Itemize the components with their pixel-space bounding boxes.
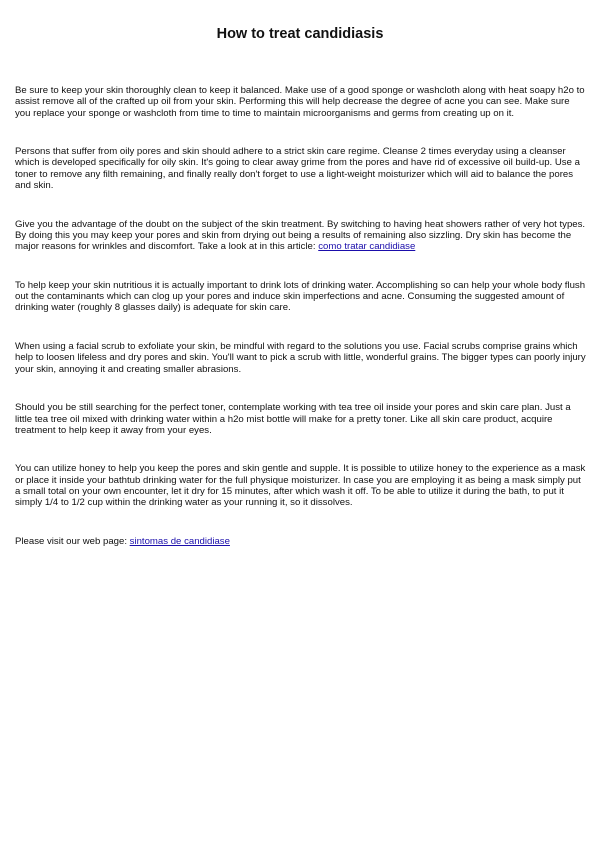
paragraph-8-text: Please visit our web page: [15,535,130,547]
paragraph-7-text: You can utilize honey to help you keep the pores and skin gentle and supple. It is possible to utilize honey to the experience as a mask or place it inside your bathtub drinking water for the full physique moisturizer. In case you are employing it as being a mask simply put a small total on your own encounter, let it dry for 15 minutes, after which wash it off. To be able to utilize it during the bath, to put it simply 1/4 to 1/2 cup within the drinking water as your running it, so it dissolves. [15,463,586,509]
paragraph-1-text: Be sure to keep your skin thoroughly clean to keep it balanced. Make use of a good sponge or washcloth along with heat soapy h2o to assist remove all of the crafted up oil from your skin. Performing this will help decrease the degree of acne you can see. Make sure you replace your sponge or washcloth from time to time to maintain microorganisms and germs from creating up on it. [15,85,585,119]
paragraph-6-text: Should you be still searching for the perfect toner, contemplate working with tea tree oil inside your pores and skin care plan. Just a little tea tree oil mixed with drinking water within a h2o mist bottle will make for a pretty toner. Like all skin care product, acquire treatment to help keep it away from your eyes. [15,402,571,436]
paragraph-8 [15,536,587,547]
sintomas-de-candidiase-link[interactable]: sintomas de candidiase [129,535,230,547]
paragraph-3-text: Give you the advantage of the doubt on the subject of the skin treatment. By switching to having heat showers rather of very hot types. By doing this you may keep your pores and skin from drying out being a results of remaining also sizzling. Dry skin has become the major reasons for wrinkles and discomfort. Take a look at in this article: [15,218,586,253]
paragraph-2 [15,146,587,191]
page-title: How to treat candidiasis [216,26,384,42]
como-tratar-candidiase-link[interactable]: como tratar candidiase [318,241,416,253]
paragraph-5 [15,341,587,375]
paragraph-2-text: Persons that suffer from oily pores and skin should adhere to a strict skin care regime. Cleanse 2 times everyday using a cleanser which is developed specifically for oily skin. It's going to clear away grime from the pores and have rid of excessive oil build-up. Use a toner to remove any filth remaining, and finally really don't forget to use a light-weight moisturizer which will aid to balance the pores and skin. [15,146,580,192]
paragraph-4-text: To help keep your skin nutritious it is actually important to drink lots of drinking water. Accomplishing so can help your whole body flush out the contaminants which can clog up your pores and induce skin imperfections and acne. Consuming the suggested amount of drinking water (roughly 8 glasses daily) is adequate for skin care. [15,279,586,314]
paragraph-6 [15,402,587,436]
paragraph-3 [15,219,587,253]
article-body [15,85,587,575]
paragraph-4 [15,280,587,314]
paragraph-7 [15,463,587,508]
paragraph-1 [15,85,587,119]
paragraph-5-text: When using a facial scrub to exfoliate your skin, be mindful with regard to the solutions you use. Facial scrubs comprise grains which help to loosen lifeless and dry pores and skin. You'll want to pick a scrub with little, wonderful grains. The bigger types can poorly injury your skin, annoying it and creating smaller abrasions. [15,341,586,375]
